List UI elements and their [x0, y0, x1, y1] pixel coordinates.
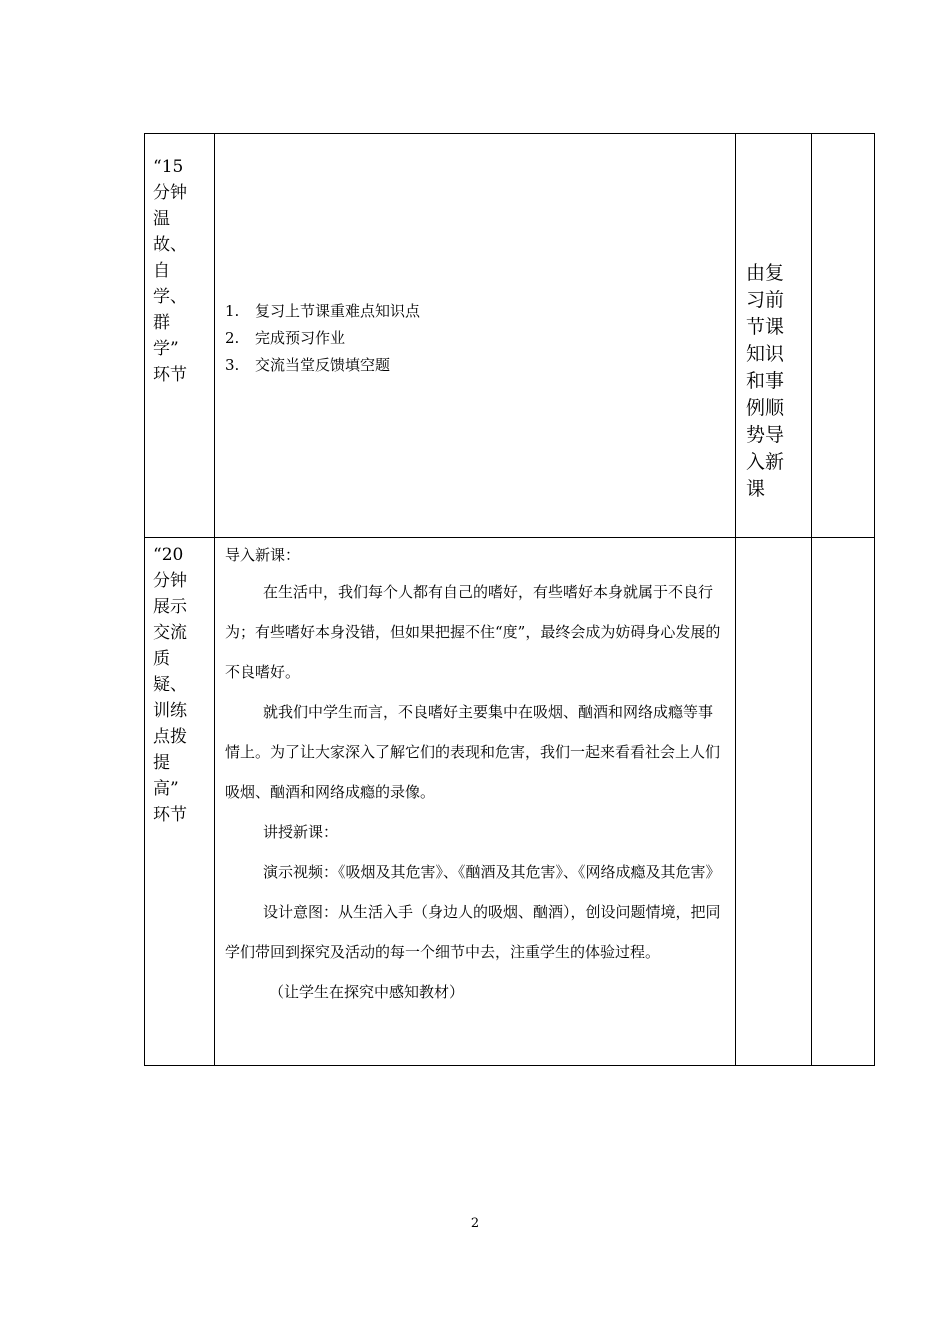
lesson-content	[215, 538, 735, 1012]
list-item: 3. 交流当堂反馈填空题	[225, 356, 391, 374]
paragraph: 在生活中，我们每个人都有自己的嗜好，有些嗜好本身就属于不良行为；有些嗜好本身没错，但如果把握不住“度”，最终会成为妨碍身心发展的不良嗜好。	[225, 583, 721, 681]
empty-cell	[736, 538, 812, 1066]
stage-cell	[145, 538, 215, 1066]
table-row	[145, 134, 875, 538]
lesson-plan-table	[144, 133, 875, 1066]
stage-label: “15 分钟 温 故、 自 学、 群 学” 环节	[153, 157, 187, 385]
page-number: 2	[470, 1216, 480, 1231]
design-note: 由复 习前 节课 知识 和事 例顺 势导 入新 课	[746, 262, 785, 500]
paragraph: 演示视频：《吸烟及其危害》、《酗酒及其危害》、《网络成瘾及其危害》	[263, 863, 721, 881]
empty-cell	[812, 538, 875, 1066]
stage-label: “20 分钟 展示 交流 质 疑、 训练 点拨 提 高” 环节	[153, 545, 187, 825]
section-heading: 讲授新课：	[263, 823, 339, 841]
activity-list	[215, 134, 735, 379]
design-note-cell	[736, 134, 812, 538]
content-cell	[215, 538, 736, 1066]
paragraph: （让学生在探究中感知教材）	[269, 983, 465, 1001]
table-row	[145, 538, 875, 1066]
paragraph: 设计意图：从生活入手（身边人的吸烟、酗酒），创设问题情境，把同学们带回到探究及活动的每一个细节中去，注重学生的体验过程。	[225, 903, 721, 961]
paragraph: 就我们中学生而言，不良嗜好主要集中在吸烟、酗酒和网络成瘾等事情上。为了让大家深入了解它们的表现和危害，我们一起来看看社会上人们吸烟、酗酒和网络成瘾的录像。	[225, 703, 721, 801]
stage-cell	[145, 134, 215, 538]
section-heading: 导入新课：	[225, 546, 301, 564]
list-item: 2. 完成预习作业	[225, 329, 346, 347]
empty-cell	[812, 134, 875, 538]
list-item: 1. 复习上节课重难点知识点	[225, 302, 421, 320]
activity-cell	[215, 134, 736, 538]
